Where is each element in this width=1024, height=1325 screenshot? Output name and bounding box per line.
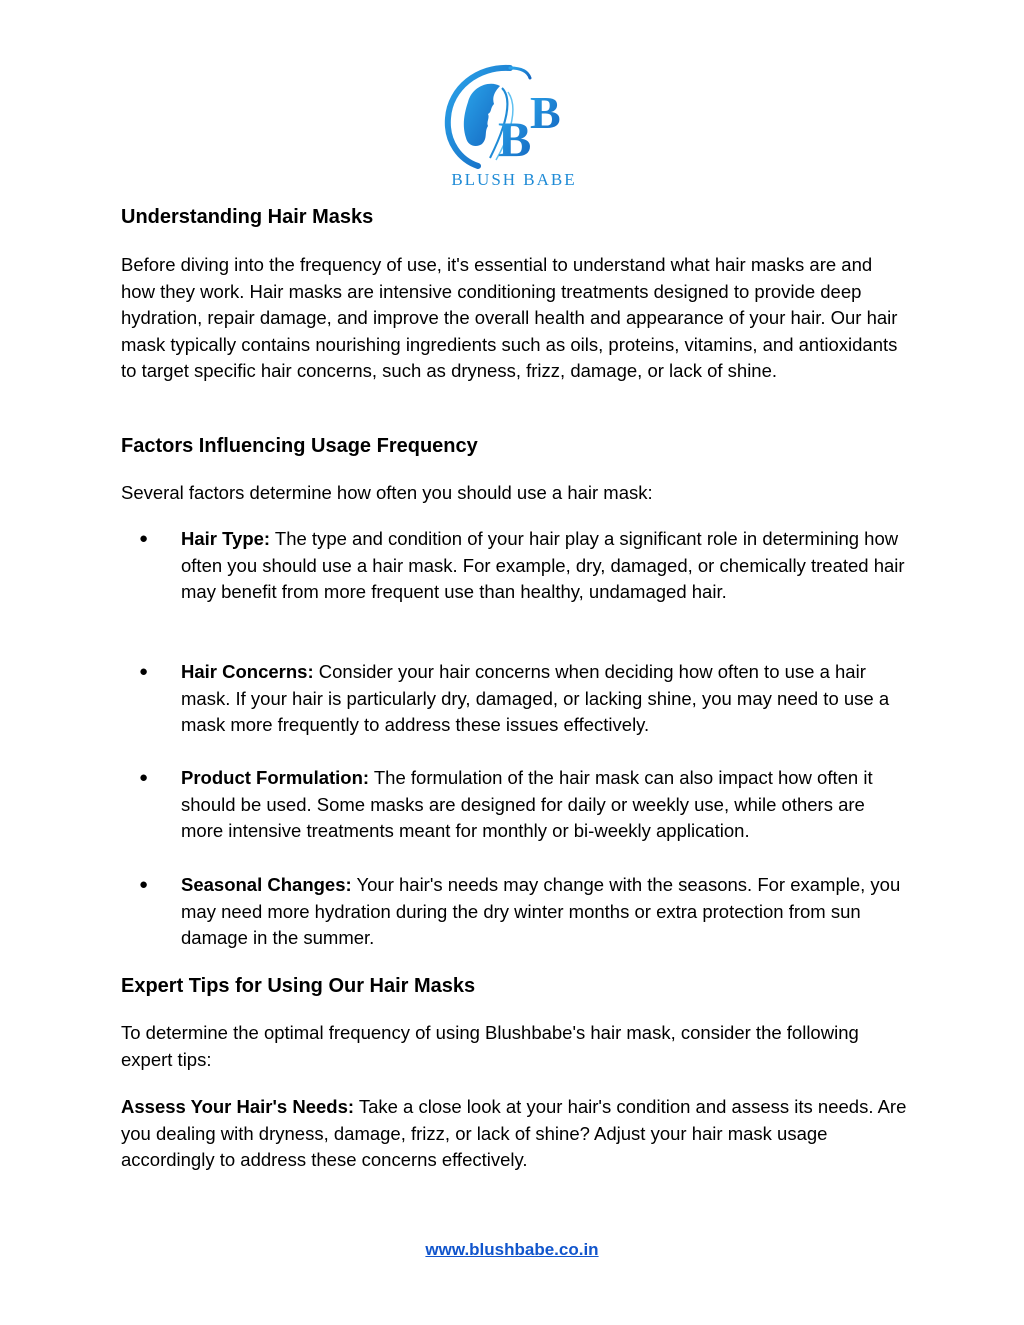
paragraph-assess bbox=[121, 1094, 911, 1174]
logo-brand-name: BLUSH BABE bbox=[451, 170, 577, 189]
paragraph-tips-intro: To determine the optimal frequency of using Blushbabe's hair mask, consider the following expert tips: bbox=[121, 1022, 859, 1070]
logo-letter-b2: B bbox=[530, 87, 561, 138]
list-item-term: Seasonal Changes: bbox=[181, 874, 352, 895]
logo-letter-b1: B bbox=[498, 111, 532, 167]
bullet-icon: ● bbox=[139, 769, 149, 786]
list-item bbox=[139, 765, 911, 845]
bullet-icon: ● bbox=[139, 663, 149, 680]
footer-website-link[interactable]: www.blushbabe.co.in bbox=[425, 1240, 599, 1259]
bullet-icon: ● bbox=[139, 876, 149, 893]
list-item-text: The formulation of the hair mask can also impact how often it should be used. Some masks are designed for daily or weekly use, while others are more intensive treatments meant for monthly or bi-weekly application. bbox=[181, 767, 873, 841]
heading-factors: Factors Influencing Usage Frequency bbox=[121, 435, 478, 457]
list-item-text: The type and condition of your hair play a significant role in determining how often you should use a hair mask. For example, dry, damaged, or chemically treated hair may benefit from more frequent use than healthy, undamaged hair. bbox=[181, 528, 905, 602]
list-item-term: Product Formulation: bbox=[181, 767, 370, 788]
paragraph-factors-intro: Several factors determine how often you should use a hair mask: bbox=[121, 482, 653, 503]
list-item-term: Hair Concerns: bbox=[181, 661, 314, 682]
list-item bbox=[139, 659, 911, 739]
assess-text: Take a close look at your hair's condition and assess its needs. Are you dealing with dryness, damage, frizz, or lack of shine? Adjust your hair mask usage accordingly to address these concerns effectively. bbox=[121, 1096, 907, 1170]
blush-babe-logo bbox=[438, 62, 590, 192]
logo-mark-icon bbox=[438, 62, 590, 172]
heading-tips: Expert Tips for Using Our Hair Masks bbox=[121, 975, 476, 997]
list-item-text: Your hair's needs may change with the seasons. For example, you may need more hydration during the dry winter months or extra protection from sun damage in the summer. bbox=[181, 874, 901, 948]
heading-understanding: Understanding Hair Masks bbox=[121, 206, 374, 228]
list-item-text: Consider your hair concerns when deciding how often to use a hair mask. If your hair is particularly dry, damaged, or lacking shine, you may need to use a mask more frequently to address these issues effectively. bbox=[181, 661, 890, 735]
list-item bbox=[139, 526, 911, 606]
list-item-term: Hair Type: bbox=[181, 528, 271, 549]
assess-term: Assess Your Hair's Needs: bbox=[121, 1096, 355, 1117]
bullet-icon: ● bbox=[139, 530, 149, 547]
list-item bbox=[139, 872, 911, 952]
paragraph-understanding: Before diving into the frequency of use, it's essential to understand what hair masks are and how they work. Hair masks are intensive conditioning treatments designed to provide deep hydration, repair damage, and improve the overall health and appearance of your hair. Our hair mask typically contains nourishing ingredients such as oils, proteins, vitamins, and antioxidants to target specific hair concerns, such as dryness, frizz, damage, or lack of shine. bbox=[121, 254, 898, 381]
